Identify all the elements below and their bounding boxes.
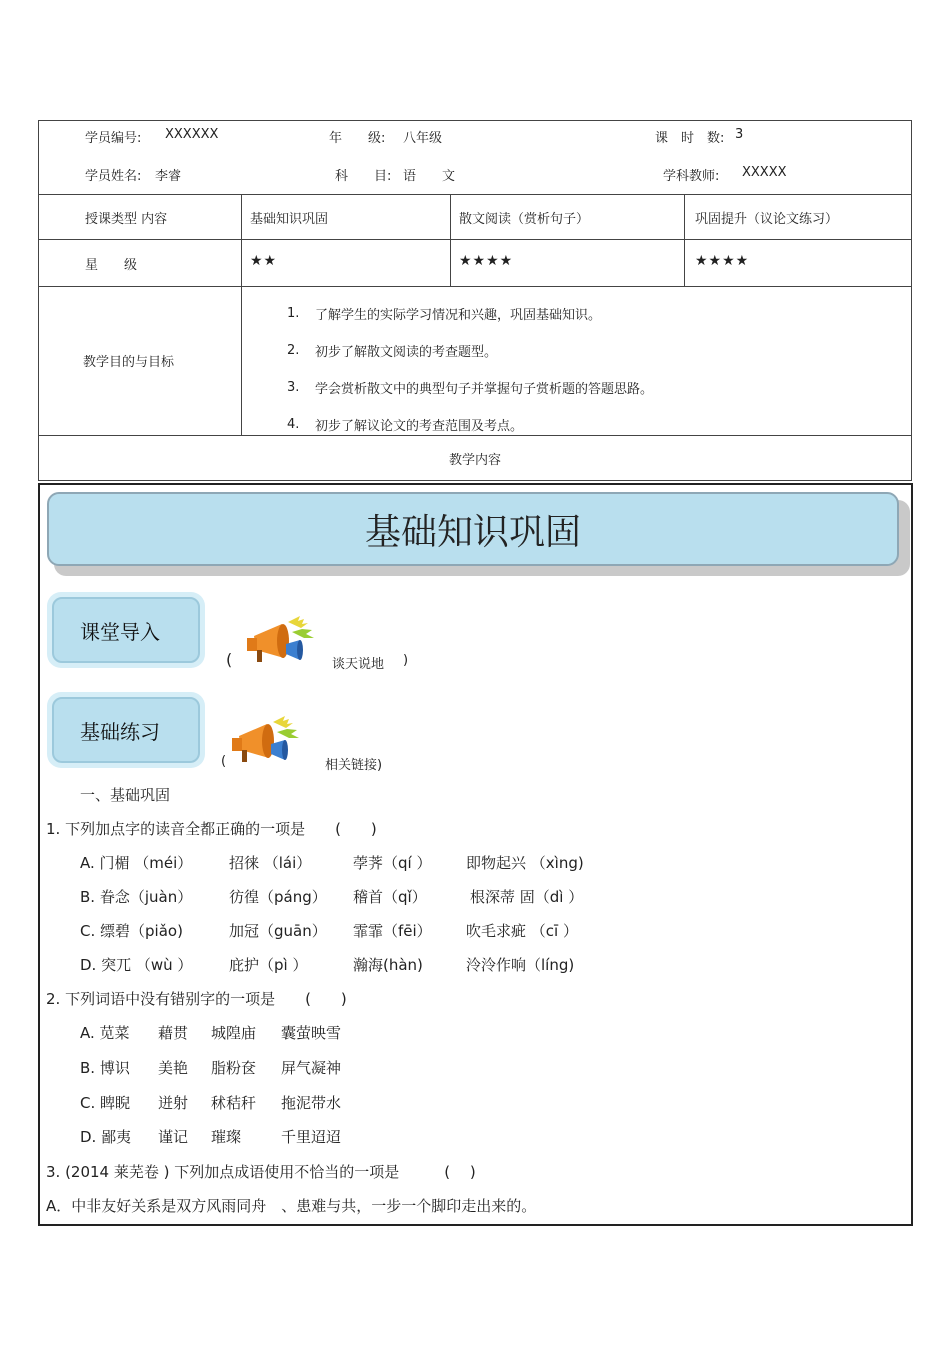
- megaphone-icon: [227, 714, 309, 770]
- q1-option-c-3: 霏霏（fēi）: [353, 922, 432, 940]
- question-3-stem: 3. (2014 莱芜卷 ) 下列加点成语使用不恰当的一项是 ( ): [46, 1163, 476, 1181]
- q2-option-d-3: 璀璨: [211, 1128, 242, 1146]
- q2-option-b-1: B. 博识: [80, 1059, 130, 1077]
- q2-option-b-2: 美艳: [158, 1059, 189, 1077]
- section-pill-label: 课堂导入: [52, 597, 200, 663]
- grade-label: 年 级:: [329, 131, 386, 146]
- practice-note: 相关链接): [325, 758, 383, 773]
- lesson-type-label: 授课类型 内容: [85, 212, 168, 227]
- paren-open: (: [226, 650, 233, 669]
- student-info-row: [39, 121, 911, 195]
- student-id-value: XXXXXX: [165, 127, 219, 142]
- q2-option-a-1: A. 苋菜: [80, 1024, 130, 1042]
- subject-label: 科 目:: [335, 169, 392, 184]
- q2-option-b-3: 脂粉奁: [211, 1059, 257, 1077]
- q2-option-c-4: 拖泥带水: [281, 1094, 342, 1112]
- q2-option-d-2: 谨记: [158, 1128, 189, 1146]
- q2-option-d-1: D. 鄙夷: [80, 1128, 132, 1146]
- q2-option-c-2: 迸射: [158, 1094, 189, 1112]
- megaphone-icon: [242, 614, 324, 670]
- banner-title: 基础知识巩固: [364, 511, 581, 553]
- q2-option-a-4: 囊萤映雪: [281, 1024, 342, 1042]
- q1-option-d-1: D. 突兀 （wù ）: [80, 956, 193, 974]
- content-heading: 教学内容: [448, 453, 501, 468]
- student-name-value: 李睿: [155, 169, 182, 184]
- goals-label: 教学目的与目标: [83, 355, 175, 370]
- q1-option-b-4: 根深蒂 固（dì ）: [470, 888, 584, 906]
- goal-item: 1. 了解学生的实际学习情况和兴趣，巩固基础知识。: [287, 306, 602, 323]
- goal-item: 4. 初步了解议论文的考查范围及考点。: [287, 417, 524, 434]
- student-id-label: 学员编号:: [85, 131, 142, 146]
- content-heading-row: [39, 436, 911, 480]
- hours-value: 3: [735, 127, 744, 142]
- q2-option-d-4: 千里迢迢: [281, 1128, 342, 1146]
- section-banner: [47, 492, 899, 566]
- grade-value: 八年级: [403, 131, 443, 146]
- goal-item: 2. 初步了解散文阅读的考查题型。: [287, 343, 498, 360]
- q2-option-c-1: C. 睥睨: [80, 1094, 131, 1112]
- q2-option-a-3: 城隍庙: [211, 1024, 257, 1042]
- q1-option-b-3: 稽首（qǐ）: [353, 888, 427, 906]
- q2-option-c-3: 秫秸秆: [211, 1094, 257, 1112]
- section-pill-practice: [47, 692, 205, 768]
- goals-row: [39, 287, 911, 436]
- q1-option-a-4: 即物起兴 （xìng): [466, 854, 584, 872]
- q1-option-a-1: A. 门楣 （méi）: [80, 854, 193, 872]
- goals-list: [287, 295, 653, 443]
- q2-option-b-4: 屏气凝神: [281, 1059, 342, 1077]
- lesson-info-table: [38, 120, 912, 481]
- q1-option-c-2: 加冠（guān）: [229, 922, 327, 940]
- level-stars-2: ★★★★: [459, 253, 514, 269]
- q3-option-a: A．中非友好关系是双方风雨同舟 、患难与共，一步一个脚印走出来的。: [46, 1197, 537, 1215]
- q1-option-a-2: 招徕 （lái）: [229, 854, 312, 872]
- teacher-value: XXXXX: [742, 165, 787, 180]
- part-heading: 一、基础巩固: [80, 786, 171, 804]
- lesson-type-2: 散文阅读（赏析句子）: [459, 212, 590, 227]
- q1-option-c-4: 吹毛求疵 （cī ）: [466, 922, 578, 940]
- q1-option-c-1: C. 缥碧（piǎo): [80, 922, 183, 940]
- level-row: [39, 240, 911, 287]
- q1-option-b-1: B. 眷念（juàn）: [80, 888, 193, 906]
- question-2-stem: 2. 下列词语中没有错别字的一项是 ( ): [46, 990, 347, 1008]
- level-label: 星 级: [85, 258, 138, 273]
- q1-option-b-2: 彷徨（páng）: [229, 888, 327, 906]
- subject-value: 语 文: [403, 169, 456, 184]
- section-pill-intro: [47, 592, 205, 668]
- q1-option-d-4: 泠泠作响（líng): [466, 956, 575, 974]
- section-pill-label: 基础练习: [52, 697, 200, 763]
- student-name-label: 学员姓名:: [85, 169, 142, 184]
- paren-close: ): [403, 653, 409, 668]
- teacher-label: 学科教师:: [663, 169, 720, 184]
- question-1-stem: 1. 下列加点字的读音全都正确的一项是 ( ): [46, 820, 377, 838]
- goal-item: 3. 学会赏析散文中的典型句子并掌握句子赏析题的答题思路。: [287, 380, 654, 397]
- q1-option-d-2: 庇护（pì ）: [229, 956, 308, 974]
- paren-open: (: [221, 754, 227, 769]
- level-stars-1: ★★: [250, 253, 278, 269]
- q2-option-a-2: 藉贯: [158, 1024, 189, 1042]
- lesson-type-1: 基础知识巩固: [250, 212, 329, 227]
- level-stars-3: ★★★★: [695, 253, 750, 269]
- hours-label: 课 时 数:: [655, 131, 725, 146]
- q1-option-a-3: 荸荠（qí ）: [353, 854, 432, 872]
- lesson-type-3: 巩固提升（议论文练习）: [695, 212, 839, 227]
- intro-note: 谈天说地: [332, 657, 385, 672]
- lesson-type-row: [39, 195, 911, 240]
- q1-option-d-3: 瀚海(hàn): [353, 956, 423, 974]
